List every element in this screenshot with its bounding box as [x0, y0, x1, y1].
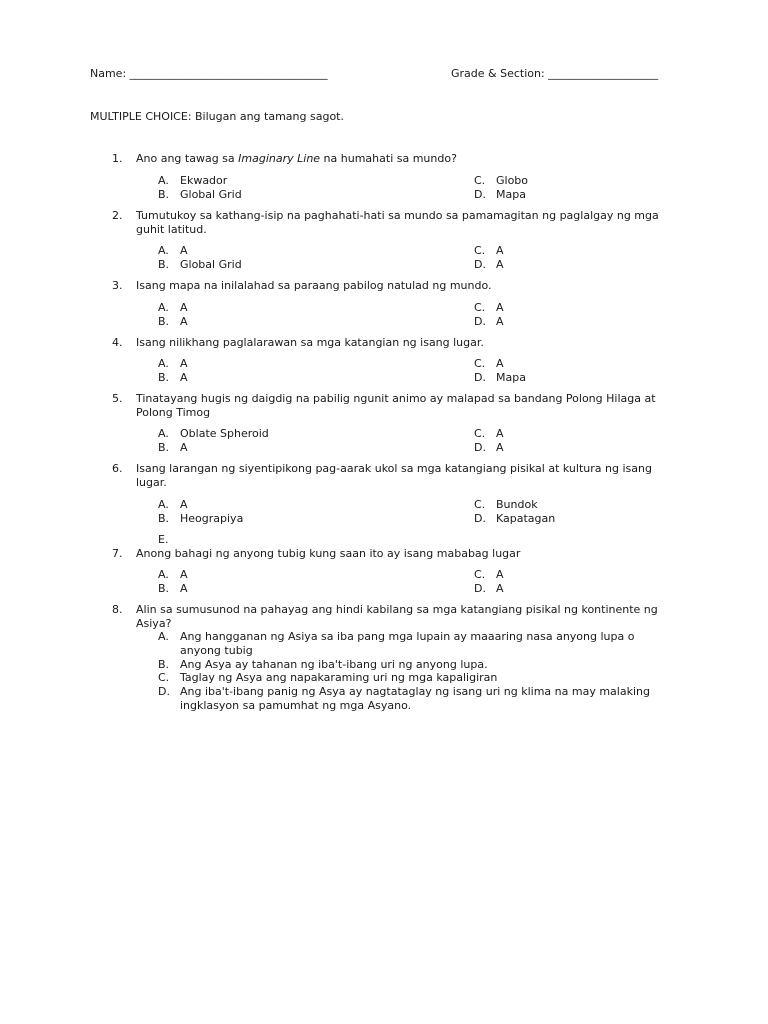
question-text: Isang mapa na inilalahad sa paraang pabilog natulad ng mundo. [136, 279, 492, 292]
option-letter: A. [158, 568, 169, 581]
option-text: A [496, 568, 504, 581]
option-letter: D. [474, 441, 486, 454]
option-letter: A. [158, 357, 169, 370]
option-letter: A. [158, 301, 169, 314]
option-text: A [180, 315, 188, 328]
option-letter: D. [474, 582, 486, 595]
option-letter: B. [158, 658, 170, 671]
question-text-part: Ano ang tawag sa [136, 152, 239, 165]
option-letter: C. [474, 498, 486, 511]
question-text: Tinatayang hugis ng daigdig na pabilig ngunit animo ay malapad sa bandang Polong Hilaga at Polong Timog [136, 392, 656, 419]
option-text: A [180, 582, 188, 595]
option-text: A [180, 371, 188, 384]
option-letter: C. [474, 568, 486, 581]
option-letter: D. [474, 315, 486, 328]
option-letter: D. [158, 685, 170, 698]
option-letter: C. [158, 671, 170, 684]
question-number: 4. [112, 336, 123, 349]
question-number: 7. [112, 547, 123, 560]
option-text: A [180, 357, 188, 370]
option-text: A [180, 441, 188, 454]
question-number: 5. [112, 392, 123, 405]
question-number: 3. [112, 279, 123, 292]
option-letter: C. [474, 427, 486, 440]
option-text: A [496, 244, 504, 257]
option-text: Ang hangganan ng Asiya sa iba pang mga lupain ay maaaring nasa anyong lupa o anyong tubig [180, 630, 635, 657]
name-field-label[interactable]: Name: ____________________________________ [90, 67, 328, 80]
option-text: A [496, 582, 504, 595]
option-text: A [496, 301, 504, 314]
option-text: A [180, 301, 188, 314]
option-letter: E. [158, 533, 169, 546]
option-letter: C. [474, 244, 486, 257]
option-letter: B. [158, 582, 170, 595]
option-letter: D. [474, 512, 486, 525]
option-text: Global Grid [180, 188, 242, 201]
option-text: A [180, 568, 188, 581]
option-text: Ang iba't-ibang panig ng Asya ay nagtataglay ng isang uri ng klima na may malaking ingklasyon sa pamumhat ng mga Asyano. [180, 685, 650, 712]
option-letter: B. [158, 441, 170, 454]
option-letter: C. [474, 357, 486, 370]
option-letter: B. [158, 258, 170, 271]
option-text: Ekwador [180, 174, 228, 187]
option-letter: A. [158, 174, 169, 187]
option-text: Heograpiya [180, 512, 244, 525]
option-letter: A. [158, 498, 169, 511]
option-text: Global Grid [180, 258, 242, 271]
option-text: Ang Asya ay tahanan ng iba't-ibang uri ng anyong lupa. [180, 658, 488, 671]
grade-section-field-label[interactable]: Grade & Section: ____________________ [451, 67, 659, 80]
option-letter: D. [474, 258, 486, 271]
option-text: Oblate Spheroid [180, 427, 269, 440]
question-number: 6. [112, 462, 123, 475]
option-text: A [180, 244, 188, 257]
option-text: Taglay ng Asya ang napakaraming uri ng mga kapaligiran [180, 671, 498, 684]
option-letter: C. [474, 174, 486, 187]
question-number: 2. [112, 209, 123, 222]
question-text: Alin sa sumusunod na pahayag ang hindi kabilang sa mga katangiang pisikal ng kontinente ng Asiya? [136, 603, 658, 630]
option-letter: D. [474, 371, 486, 384]
question-number: 1. [112, 152, 123, 165]
option-letter: B. [158, 371, 170, 384]
option-text: Kapatagan [496, 512, 556, 525]
option-text: Bundok [496, 498, 538, 511]
question-number: 8. [112, 603, 123, 616]
option-letter: A. [158, 630, 169, 643]
option-text: Mapa [496, 371, 526, 384]
option-letter: D. [474, 188, 486, 201]
question-text: Isang nilikhang paglalarawan sa mga katangian ng isang lugar. [136, 336, 484, 349]
option-letter: C. [474, 301, 486, 314]
question-text: Tumutukoy sa kathang-isip na paghahati-hati sa mundo sa pamamagitan ng paglalgay ng mga guhit latitud. [136, 209, 659, 236]
option-letter: B. [158, 512, 170, 525]
option-letter: B. [158, 315, 170, 328]
option-text: Mapa [496, 188, 526, 201]
option-letter: A. [158, 244, 169, 257]
question-text: Anong bahagi ng anyong tubig kung saan ito ay isang mababag lugar [136, 547, 521, 560]
option-text: A [180, 498, 188, 511]
question-text-part: na humahati sa mundo? [320, 152, 457, 165]
option-text: A [496, 441, 504, 454]
option-text: Globo [496, 174, 529, 187]
instructions: MULTIPLE CHOICE: Bilugan ang tamang sagot. [90, 110, 344, 123]
option-text: A [496, 427, 504, 440]
option-letter: A. [158, 427, 169, 440]
option-text: A [496, 315, 504, 328]
option-text: A [496, 258, 504, 271]
question-text [136, 152, 672, 166]
question-text: Isang larangan ng siyentipikong pag-aarak ukol sa mga katangiang pisikal at kultura ng isang lugar. [136, 462, 652, 489]
question-text-italic: Imaginary Line [238, 152, 321, 165]
option-letter: B. [158, 188, 170, 201]
option-text: A [496, 357, 504, 370]
